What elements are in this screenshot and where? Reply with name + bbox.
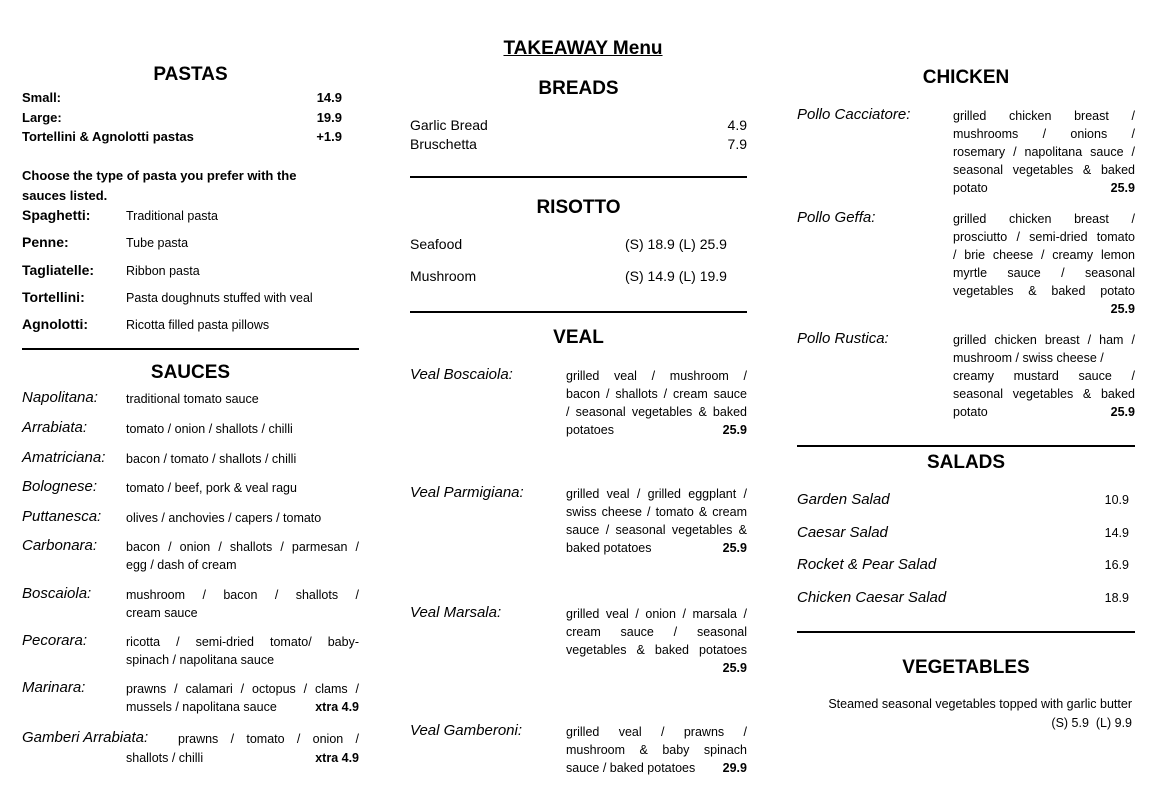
vegetables-title: VEGETABLES: [902, 657, 1030, 678]
pasta-name: Penne:: [22, 234, 69, 250]
chicken-desc-line: grilled chicken breast /: [953, 109, 1135, 123]
veal-desc-text: potatoes: [566, 423, 614, 437]
chicken-title: CHICKEN: [922, 67, 1010, 88]
chicken-price: 25.9: [1110, 405, 1135, 419]
sauce-desc: tomato / onion / shallots / chilli: [126, 422, 293, 436]
sauce-desc: [126, 538, 359, 574]
veal-desc-line: sauce / seasonal vegetables &: [566, 523, 747, 537]
salads-title: SALADS: [926, 452, 1006, 473]
sauce-desc-line: [126, 749, 359, 767]
sauce-name: Boscaiola:: [22, 585, 92, 602]
sauce-desc-line: mushroom / bacon / shallots /: [126, 588, 359, 602]
sauce-name: Arrabiata:: [22, 419, 88, 436]
sauce-desc-line: prawns / tomato / onion /: [178, 732, 359, 746]
risotto-item: [410, 268, 747, 284]
chicken-desc-line: grilled chicken breast / ham /: [953, 333, 1135, 347]
sauce-desc: [126, 586, 359, 622]
chicken-desc: [953, 107, 1135, 197]
sauce-desc-text: mussels / napolitana sauce: [126, 700, 277, 714]
sauce-desc-line: prawns / calamari / octopus / clams /: [126, 682, 359, 696]
sauce-desc-text: shallots / chilli: [126, 751, 204, 765]
risotto-price: (S) 18.9 (L) 25.9: [625, 236, 727, 252]
sauce-desc: traditional tomato sauce: [126, 392, 259, 406]
veal-desc-text: sauce / baked potatoes: [566, 761, 696, 775]
sauce-desc: olives / anchovies / capers / tomato: [126, 511, 322, 525]
veal-name: Veal Parmigiana:: [410, 484, 524, 501]
pasta-size-small: [22, 90, 342, 105]
pasta-desc: Ricotta filled pasta pillows: [126, 318, 270, 332]
risotto-name: Mushroom: [410, 268, 477, 284]
sauce-desc: [126, 680, 359, 716]
salad-item: [797, 556, 1135, 573]
sauce-desc-line: spinach / napolitana sauce: [126, 653, 275, 667]
risotto-item: [410, 236, 747, 252]
sauce-name: Amatriciana:: [22, 449, 106, 466]
salad-price: 16.9: [1104, 558, 1129, 572]
bread-item: [410, 117, 747, 133]
sauce-name: Bolognese:: [22, 478, 98, 495]
veal-desc-line: [566, 759, 747, 777]
chicken-desc-line: seasonal vegetables & baked: [953, 163, 1135, 177]
pasta-name: Agnolotti:: [22, 316, 89, 332]
pasta-name: Spaghetti:: [22, 207, 91, 223]
sauce-extra-price: xtra 4.9: [315, 700, 359, 714]
veal-desc-line: bacon / shallots / cream sauce: [566, 387, 747, 401]
chicken-desc-line: vegetables & baked potato: [953, 284, 1135, 298]
pasta-size-large: [22, 110, 342, 125]
veal-desc-line: grilled veal / onion / marsala /: [566, 607, 747, 621]
page-title: TAKEAWAY Menu: [503, 38, 663, 59]
salad-name: Caesar Salad: [797, 524, 888, 541]
chicken-desc-line: myrtle sauce / seasonal: [953, 266, 1135, 280]
veal-desc-line: grilled veal / grilled eggplant /: [566, 487, 747, 501]
chicken-desc-line: seasonal vegetables & baked: [953, 387, 1135, 401]
veal-price: 25.9: [722, 423, 747, 437]
risotto-price: (S) 14.9 (L) 19.9: [625, 268, 727, 284]
sauce-desc: bacon / tomato / shallots / chilli: [126, 452, 297, 466]
chicken-name: Pollo Rustica:: [797, 330, 889, 347]
sauce-name: Napolitana:: [22, 389, 98, 406]
salad-item: [797, 491, 1135, 508]
pastas-title: PASTAS: [153, 64, 228, 85]
veal-desc-line: grilled veal / prawns /: [566, 725, 747, 739]
veal-desc: [566, 605, 747, 677]
salad-item: [797, 589, 1135, 606]
salad-name: Chicken Caesar Salad: [797, 589, 947, 606]
veal-name: Veal Boscaiola:: [410, 366, 513, 383]
pasta-desc: Pasta doughnuts stuffed with veal: [126, 291, 313, 305]
size-price: 19.9: [316, 110, 342, 125]
chicken-name: Pollo Geffa:: [797, 209, 876, 226]
bread-name: Garlic Bread: [410, 117, 488, 133]
salad-item: [797, 524, 1135, 541]
veal-desc-line: [566, 421, 747, 439]
veal-desc: [566, 485, 747, 557]
chicken-desc-line: [953, 300, 1135, 318]
salad-price: 10.9: [1104, 493, 1129, 507]
risotto-title: RISOTTO: [536, 197, 621, 218]
divider: [22, 348, 359, 350]
bread-item: [410, 136, 747, 152]
sauce-desc-line: egg / dash of cream: [126, 558, 237, 572]
chicken-desc-line: creamy mustard sauce /: [953, 369, 1135, 383]
salad-price: 18.9: [1104, 591, 1129, 605]
veal-desc-line: / seasonal vegetables & baked: [566, 405, 747, 419]
chicken-desc-line: prosciutto / semi-dried tomato: [953, 230, 1135, 244]
size-label: Large:: [22, 110, 62, 125]
breads-title: BREADS: [538, 78, 619, 99]
pasta-desc: Tube pasta: [126, 236, 189, 250]
veal-desc: [566, 723, 747, 777]
chicken-desc-line: mushrooms / onions /: [953, 127, 1135, 141]
sauce-desc: [126, 633, 359, 669]
chicken-price: 25.9: [1110, 302, 1135, 316]
veal-price: 25.9: [722, 661, 747, 675]
sauce-name: Pecorara:: [22, 632, 88, 649]
salad-price: 14.9: [1104, 526, 1129, 540]
chicken-desc-text: potato: [953, 181, 988, 195]
salad-name: Rocket & Pear Salad: [797, 556, 937, 573]
sauce-desc-second: [126, 749, 359, 767]
divider: [410, 311, 747, 313]
size-price: 14.9: [316, 90, 342, 105]
size-label: Tortellini & Agnolotti pastas: [22, 129, 194, 144]
veal-price: 29.9: [722, 761, 747, 775]
chicken-desc: [953, 331, 1135, 421]
veal-desc-line: cream sauce / seasonal: [566, 625, 747, 639]
sauce-desc-line: ricotta / semi-dried tomato/ baby-: [126, 635, 359, 649]
sauce-desc-line: bacon / onion / shallots / parmesan /: [126, 540, 359, 554]
veal-price: 25.9: [722, 541, 747, 555]
sauce-name: Carbonara:: [22, 537, 98, 554]
veal-desc-line: vegetables & baked potatoes: [566, 643, 747, 657]
divider: [797, 631, 1135, 633]
chicken-desc: [953, 210, 1135, 318]
sauces-title: SAUCES: [150, 362, 231, 383]
chicken-desc-line: rosemary / napolitana sauce /: [953, 145, 1135, 159]
chicken-name: Pollo Cacciatore:: [797, 106, 911, 123]
chicken-desc-line: [953, 403, 1135, 421]
veal-desc-line: swiss cheese / tomato & cream: [566, 505, 747, 519]
size-price: +1.9: [316, 129, 342, 144]
pasta-desc: Traditional pasta: [126, 209, 218, 223]
divider: [410, 176, 747, 178]
sauce-name: Marinara:: [22, 679, 86, 696]
chicken-desc-line: grilled chicken breast /: [953, 212, 1135, 226]
pasta-intro: Choose the type of pasta you prefer with the sauces listed.: [22, 168, 297, 203]
pasta-name: Tagliatelle:: [22, 262, 95, 278]
sauce-name: Gamberi Arrabiata:: [22, 729, 149, 746]
veal-desc-line: mushroom & baby spinach: [566, 743, 747, 757]
divider: [797, 445, 1135, 447]
sauce-name: Puttanesca:: [22, 508, 102, 525]
veal-title: VEAL: [553, 327, 604, 348]
bread-price: 7.9: [727, 136, 747, 152]
veal-desc-line: [566, 659, 747, 677]
salad-name: Garden Salad: [797, 491, 890, 508]
vegetables-desc: Steamed seasonal vegetables topped with garlic butter: [828, 697, 1132, 711]
vegetables-price: (S) 5.9 (L) 9.9: [1051, 716, 1132, 730]
sauce-desc: tomato / beef, pork & veal ragu: [126, 481, 297, 495]
pasta-desc: Ribbon pasta: [126, 264, 200, 278]
veal-desc-text: baked potatoes: [566, 541, 652, 555]
chicken-desc-text: potato: [953, 405, 988, 419]
veal-desc-line: grilled veal / mushroom /: [566, 369, 747, 383]
chicken-desc-line: / brie cheese / creamy lemon: [953, 248, 1135, 262]
sauce-desc-line: [126, 698, 359, 716]
veal-desc: [566, 367, 747, 439]
pasta-size-filled: [22, 129, 342, 144]
sauce-desc-line: cream sauce: [126, 606, 198, 620]
size-label: Small:: [22, 90, 62, 105]
veal-name: Veal Gamberoni:: [410, 722, 523, 739]
bread-price: 4.9: [727, 117, 747, 133]
veal-name: Veal Marsala:: [410, 604, 502, 621]
chicken-desc-line: mushroom / swiss cheese /: [953, 351, 1104, 365]
risotto-name: Seafood: [410, 236, 463, 252]
veal-desc-line: [566, 539, 747, 557]
bread-name: Bruschetta: [410, 136, 477, 152]
chicken-price: 25.9: [1110, 181, 1135, 195]
sauce-extra-price: xtra 4.9: [315, 751, 359, 765]
sauce-desc-first: [178, 730, 359, 748]
pasta-name: Tortellini:: [22, 289, 85, 305]
chicken-desc-line: [953, 179, 1135, 197]
